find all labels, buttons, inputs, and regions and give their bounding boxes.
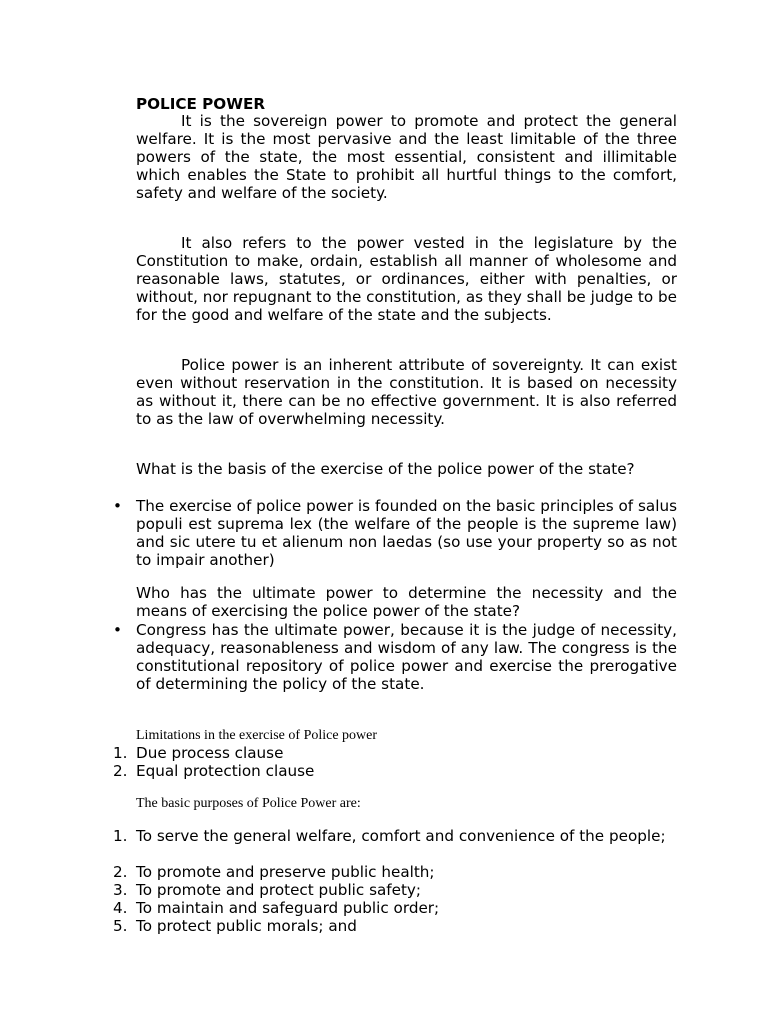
purposes-heading: The basic purposes of Police Power are:: [136, 796, 361, 811]
paragraph-1: It is the sovereign power to promote and protect the general welfare. It is the most pervasive and the least limitable of the three powers of the state, the most essential, consistent and illimitable which enables the State to prohibit all hurtful things to the comfort, safety and welfare of the society.: [136, 112, 677, 202]
question-1: What is the basis of the exercise of the police power of the state?: [136, 460, 635, 478]
answer-2-text: Congress has the ultimate power, because it is the judge of necessity, adequacy, reasonableness and wisdom of any law. The congress is the constitutional repository of police power and exercise the prerogative of determining the policy of the state.: [136, 621, 677, 693]
paragraph-2: It also refers to the power vested in the legislature by the Constitution to make, ordain, establish all manner of wholesome and reasonable laws, statutes, or ordinances, either with penalties, or without, nor repugnant to the constitution, as they shall be judge to be for the good and welfare of the state and the subjects.: [136, 234, 677, 324]
answer-1-text: The exercise of police power is founded on the basic principles of salus populi est suprema lex (the welfare of the people is the supreme law) and sic utere tu et alienum non laedas (so use your property so as not to impair another): [136, 497, 677, 569]
list-item: 3. To promote and protect public safety;: [113, 881, 422, 899]
list-item: 2. Equal protection clause: [113, 762, 315, 780]
paragraph-3: Police power is an inherent attribute of sovereignty. It can exist even without reservation in the constitution. It is based on necessity as without it, there can be no effective government. It is also referred to as the law of overwhelming necessity.: [136, 356, 677, 428]
list-item: 4. To maintain and safeguard public order;: [113, 899, 440, 917]
bullet-marker: •: [113, 497, 122, 515]
limitations-heading: Limitations in the exercise of Police power: [136, 728, 378, 743]
question-2: Who has the ultimate power to determine the necessity and the means of exercising the police power of the state?: [136, 584, 677, 620]
list-item: 1. To serve the general welfare, comfort and convenience of the people;: [113, 827, 666, 845]
bullet-marker: •: [113, 621, 122, 639]
list-item: 5. To protect public morals; and: [113, 917, 357, 935]
list-item: 1. Due process clause: [113, 744, 284, 762]
list-item: 2. To promote and preserve public health;: [113, 863, 435, 881]
answer-1: [113, 497, 677, 569]
page-title: POLICE POWER: [136, 95, 266, 113]
answer-2: [113, 621, 677, 693]
